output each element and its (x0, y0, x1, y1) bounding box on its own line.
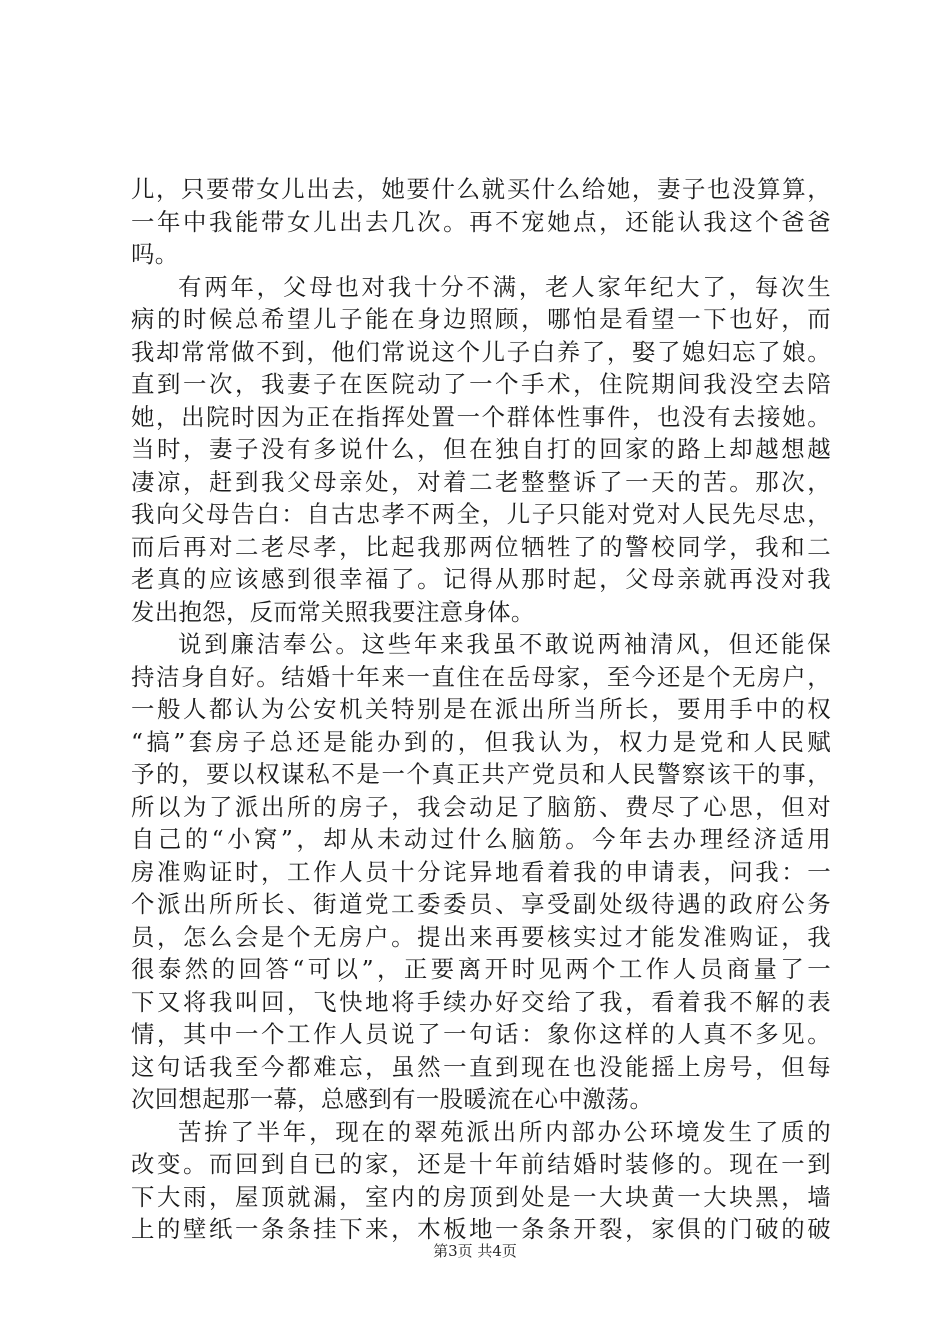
text-line: 凄凉，赶到我父母亲处，对着二老整整诉了一天的苦。那次， (131, 467, 831, 496)
text-line: 发出抱怨，反而常关照我要注意身体。 (131, 597, 535, 626)
page-footer: 第3页 共4页 (433, 1242, 517, 1260)
text-line: 所以为了派出所的房子，我会动足了脑筋、费尽了心思，但对 (131, 792, 831, 821)
text-line: 病的时候总希望儿子能在身边照顾，哪怕是看望一下也好，而 (131, 305, 831, 333)
text-line: 苦拚了半年，现在的翠苑派出所内部办公环境发生了质的 (178, 1117, 831, 1146)
text-line: 改变。而回到自已的家，还是十年前结婚时装修的。现在一到 (131, 1150, 831, 1178)
text-line: 很泰然的回答“可以”，正要离开时见两个工作人员商量了一 (131, 955, 831, 983)
text-line: 这句话我至今都难忘，虽然一直到现在也没能摇上房号，但每 (131, 1052, 831, 1081)
text-line: 直到一次，我妻子在医院动了一个手术，住院期间我没空去陪 (131, 370, 831, 398)
body-text (131, 173, 831, 1246)
text-line: 有两年，父母也对我十分不满，老人家年纪大了，每次生 (178, 272, 831, 301)
text-line: 情，其中一个工作人员说了一句话：象你这样的人真不多见。 (131, 1020, 831, 1048)
text-line: 一般人都认为公安机关特别是在派出所当所长，要用手中的权 (131, 695, 831, 723)
text-line: 自己的“小窝”，却从未动过什么脑筋。今年去办理经济适用 (131, 825, 831, 853)
text-line: 上的壁纸一条条挂下来，木板地一条条开裂，家俱的门破的破 (131, 1215, 831, 1243)
text-line: “搞”套房子总还是能办到的，但我认为，权力是党和人民赋 (131, 727, 831, 756)
text-line: 说到廉洁奉公。这些年来我虽不敢说两袖清风，但还能保 (178, 630, 831, 658)
text-line: 次回想起那一幕，总感到有一股暖流在心中激荡。 (131, 1085, 654, 1113)
text-line: 我却常常做不到，他们常说这个儿子白养了，娶了媳妇忘了娘。 (131, 337, 831, 366)
text-line: 下大雨，屋顶就漏，室内的房顶到处是一大块黄一大块黑，墙 (131, 1182, 831, 1211)
text-line: 一年中我能带女儿出去几次。再不宠她点，还能认我这个爸爸 (131, 207, 831, 236)
text-line: 她，出院时因为正在指挥处置一个群体性事件，也没有去接她。 (131, 402, 831, 431)
text-line: 吗。 (131, 240, 179, 268)
text-line: 而后再对二老尽孝，比起我那两位牺牲了的警校同学，我和二 (131, 532, 831, 561)
text-line: 老真的应该感到很幸福了。记得从那时起，父母亲就再没对我 (131, 565, 831, 593)
text-line: 儿，只要带女儿出去，她要什么就买什么给她，妻子也没算算， (131, 175, 831, 203)
text-line: 房准购证时，工作人员十分诧异地看着我的申请表，问我：一 (131, 857, 831, 886)
text-line: 下又将我叫回，飞快地将手续办好交给了我，看着我不解的表 (131, 987, 831, 1016)
text-line: 我向父母告白：自古忠孝不两全，儿子只能对党对人民先尽忠， (131, 500, 831, 528)
text-line: 持洁身自好。结婚十年来一直住在岳母家，至今还是个无房户， (131, 662, 831, 691)
text-line: 个派出所所长、街道党工委委员、享受副处级待遇的政府公务 (131, 890, 831, 918)
text-line: 予的，要以权谋私不是一个真正共产党员和人民警察该干的事， (131, 760, 831, 788)
text-line: 员，怎么会是个无房户。提出来再要核实过才能发准购证，我 (131, 922, 831, 951)
text-line: 当时，妻子没有多说什么，但在独自打的回家的路上却越想越 (131, 435, 831, 463)
